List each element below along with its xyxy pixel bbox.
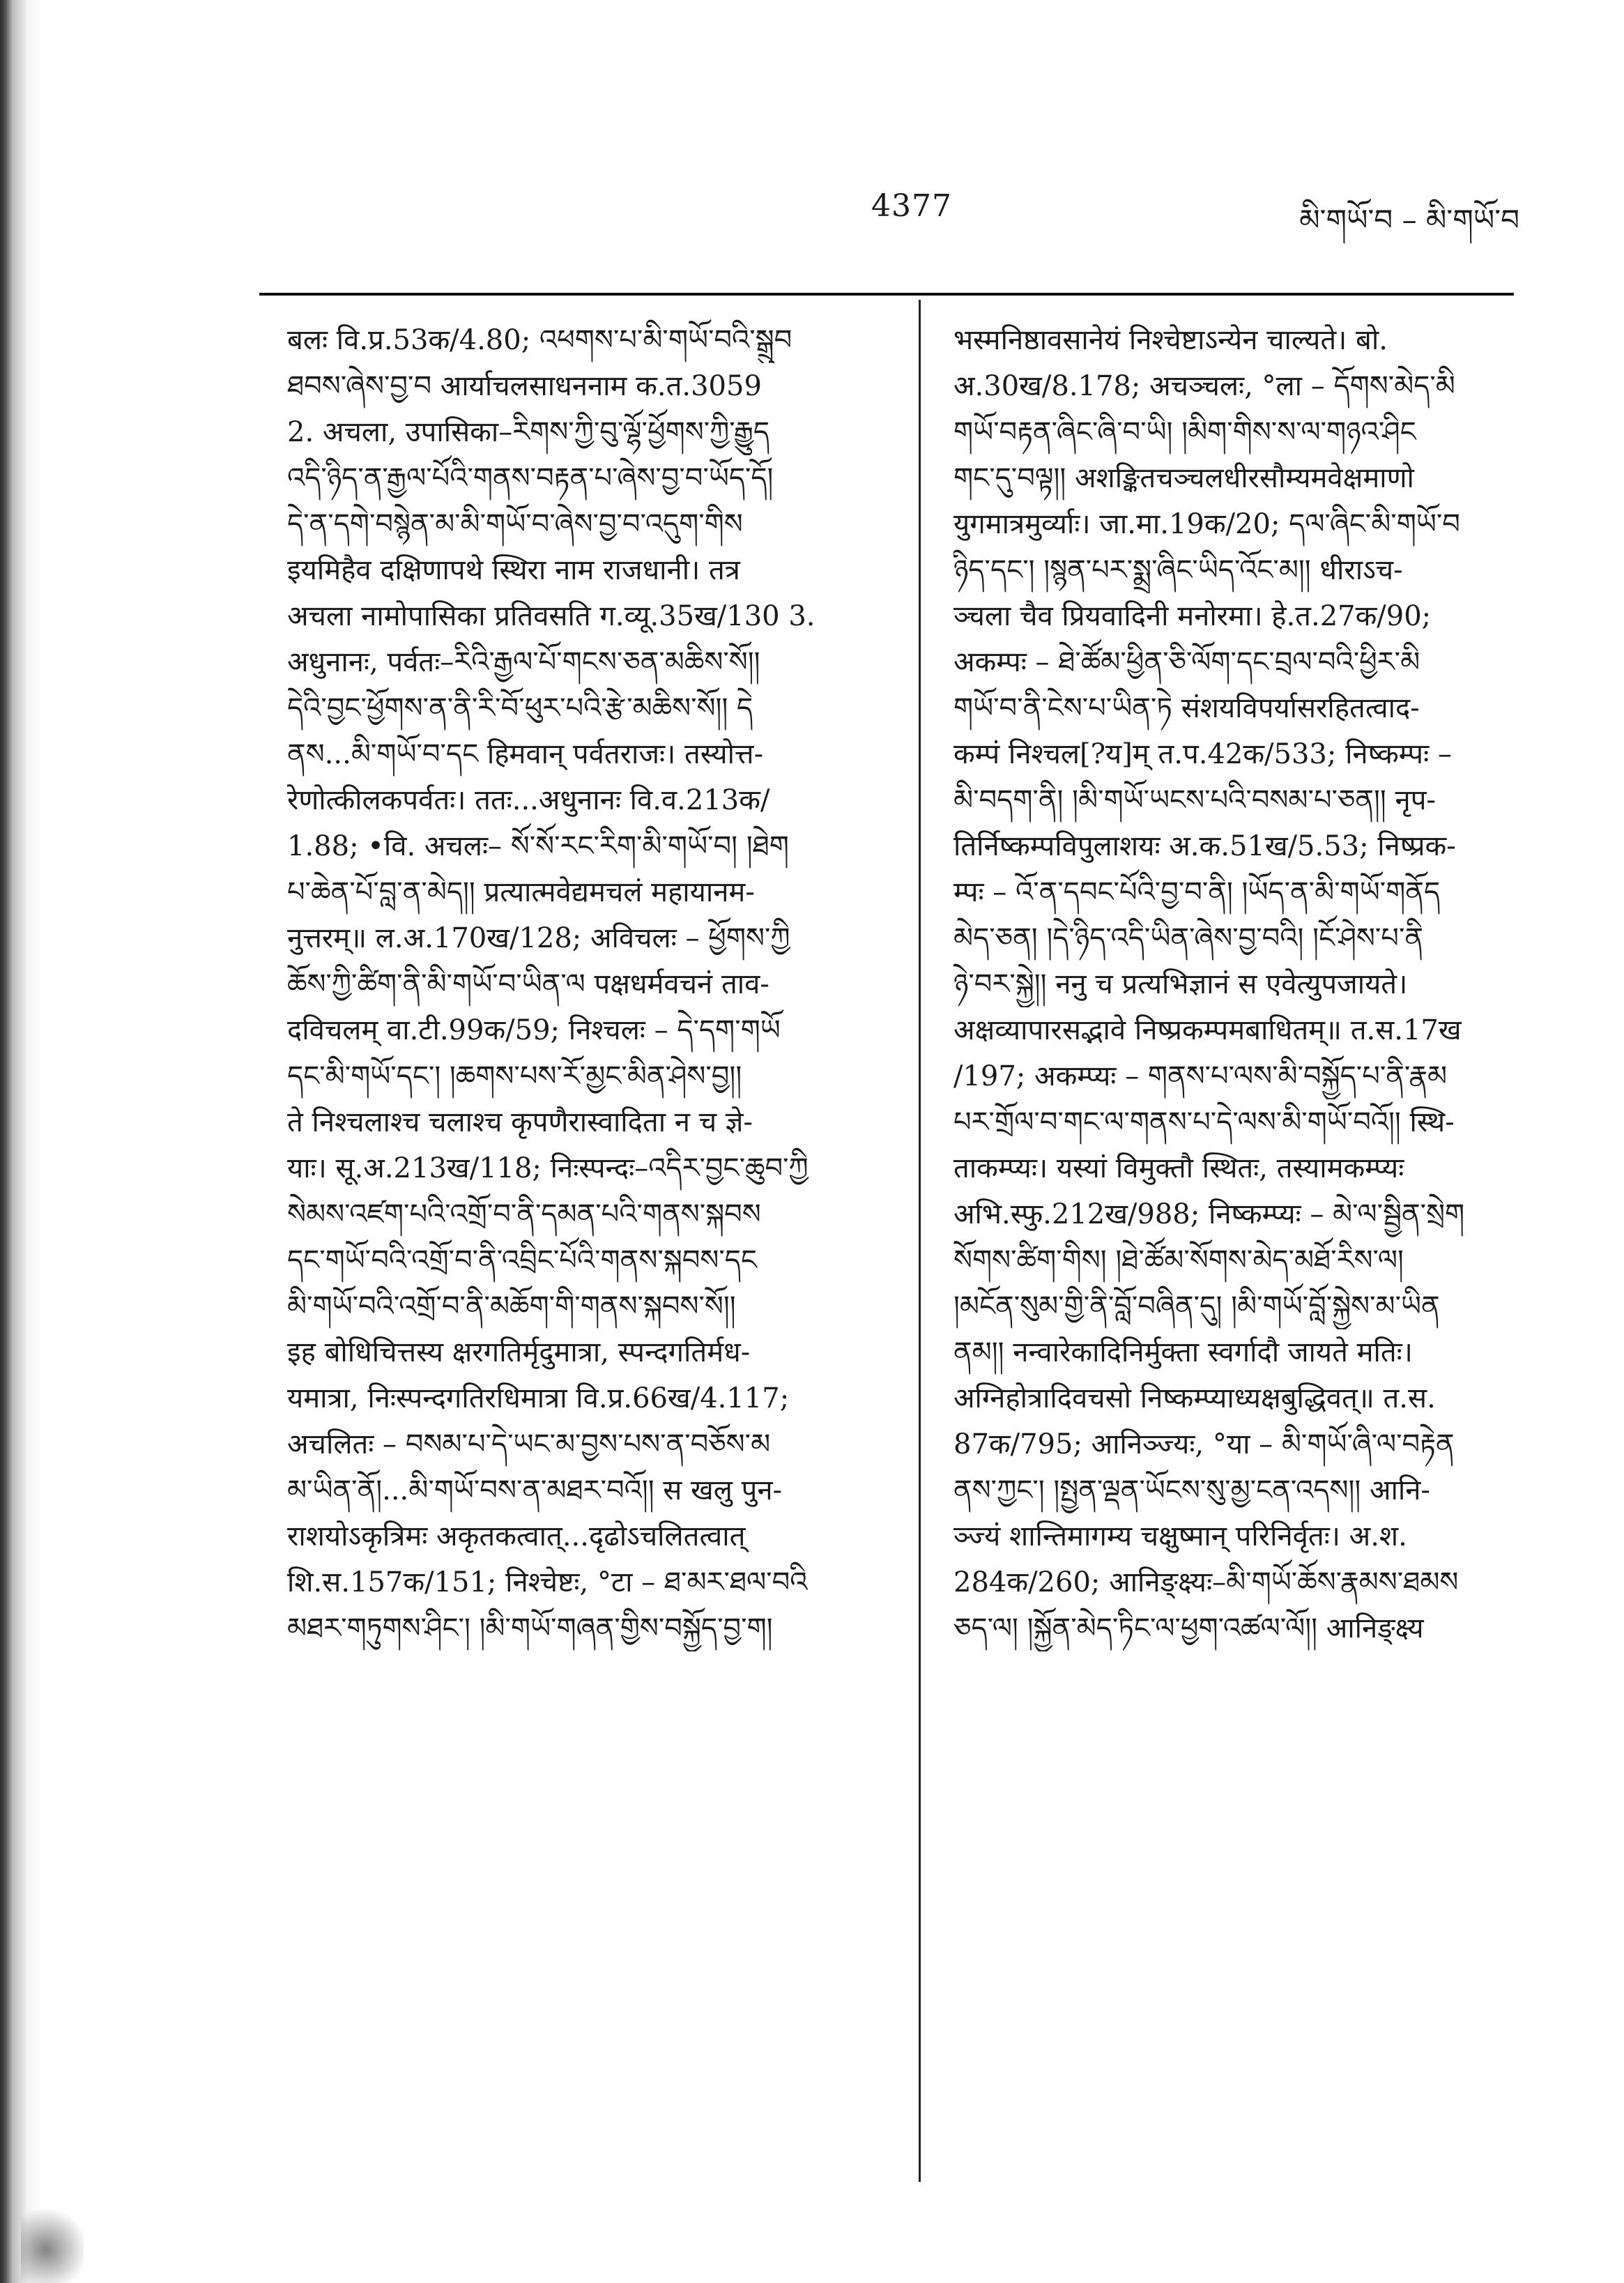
right-column: [953, 317, 1553, 1651]
column-divider: [919, 300, 921, 2182]
left-column-line: སེམས་འཛག་པའི་འགྲོ་བ་ནི་དམན་པའི་གནས་སྐབས: [287, 1198, 761, 1230]
left-column-line: མཐར་གཏུགས་ཤིང་། །མི་གཡོ་གཞན་གྱིས་བསྐྱོད་བྱ་ག།: [287, 1612, 773, 1644]
right-column-line: भस्मनिष्ठावसानेयं निश्चेष्टाऽन्येन चाल्यते। बो.: [953, 324, 1388, 356]
left-column-line: ཆོས་ཀྱི་ཚིག་ནི་མི་གཡོ་བ་ཡིན་ལ पक्षधर्मवचनं ताव-: [287, 968, 769, 1000]
left-column-line: 2. अचला, उपासिका–རིགས་ཀྱི་བུ་ལྷོ་ཕྱོགས་ཀྱི་རྒྱུད: [287, 416, 770, 448]
left-column-line: इयमिहैव दक्षिणापथे स्थिरा नाम राजधानी। तत्र: [287, 554, 740, 586]
left-column-line: अचलितः – བསམ་པ་དེ་ཡང་མ་བྱས་པས་ན་བཅོས་མ: [287, 1428, 771, 1460]
right-column-line: ཉིད་དང་། །སྙན་པར་སྨྲ་ཞིང་ཡིད་འོང་མ།། धीराऽच-: [953, 554, 1403, 586]
right-column-line: མེད་ཅན། །དེ་ཉིད་འདི་ཡིན་ཞེས་བྱ་བའི། །ངོ་ཤེས་པ་ནི: [953, 922, 1424, 954]
left-column-line: པ་ཆེན་པོ་བླ་ན་མེད།། प्रत्यात्मवेद्यमचलं महायानम-: [287, 876, 755, 908]
left-column-line: यमात्रा, निःस्पन्दगतिरधिमात्रा वि.प्र.66ख/4.117;: [287, 1382, 790, 1414]
left-column-line: དང་མི་གཡོ་དང་། །ཆགས་པས་རོ་མྱང་མིན་ཤེས་བྱ།།: [287, 1060, 742, 1092]
left-column-line: बलः वि.प्र.53क/4.80; འཕགས་པ་མི་གཡོ་བའི་སྒྲུབ: [287, 324, 792, 356]
right-column-line: གཡོ་བརྟན་ཞིང་ཞི་བ་ཡི། །མིག་གིས་ས་ལ་གཉའ་ཤིང: [953, 416, 1416, 448]
left-column-line: अचला नामोपासिका प्रतिवसति ग.व्यू.35ख/130 3.: [287, 600, 815, 632]
left-column-line: འདི་ཉིད་ན་རྒྱལ་པོའི་གནས་བརྟན་པ་ཞེས་བྱ་བ་ཡོད་དོ།: [287, 462, 774, 494]
left-column-line: राशयोऽकृत्रिमः अकृतकत्वात्...दृढोऽचलितत्वात्: [287, 1520, 746, 1552]
page-number: 4377: [871, 188, 952, 224]
left-column-line: མ་ཡིན་ནོ།...མི་གཡོ་བས་ན་མཐར་བའོ།། स खलु पुन-: [287, 1474, 783, 1506]
left-column-line: शि.स.157क/151; निश्चेष्टः, °टा – ཐ་མར་ཐལ་བའི: [287, 1566, 808, 1598]
right-column-line: युगमात्रमुर्व्याः। जा.मा.19क/20; དལ་ཞིང་མི་གཡོ་བ: [953, 508, 1460, 540]
right-column-line: སོགས་ཚིག་གིས། །ཐེ་ཚོམ་སོགས་མེད་མཐོ་རིས་ལ།: [953, 1244, 1404, 1276]
left-column-line: དེ་ན་དགེ་བསྙེན་མ་མི་གཡོ་བ་ཞེས་བྱ་བ་འདུག་གིས: [287, 508, 743, 540]
right-column-line: མི་བདག་ནི། །མི་གཡོ་ཡངས་པའི་བསམ་པ་ཅན།། नृप-: [953, 784, 1436, 816]
right-column-line: 284क/260; आनिङ्क्ष्यः–མི་གཡོ་ཆོས་རྣམས་ཐམས: [953, 1566, 1459, 1598]
left-column-line: མི་གཡོ་བའི་འགྲོ་བ་ནི་མཆོག་གི་གནས་སྐབས་སོ།།: [287, 1290, 736, 1322]
right-column-line: གང་དུ་བལྟ།། अशङ्कितचञ्चलधीरसौम्यमवेक्षमाणो: [953, 462, 1414, 494]
header-rule: [259, 293, 1514, 296]
right-column-line: ནས་ཀྱང་། །སྤྱན་ལྡན་ཡོངས་སུ་མྱ་ངན་འདས།། आनि-: [953, 1474, 1430, 1506]
right-column-line: ताकम्प्यः। यस्यां विमुक्तौ स्थितः, तस्यामकम्प्यः: [953, 1152, 1404, 1184]
right-column-line: अभि.स्फु.212ख/988; निष्कम्प्यः – མེ་ལ་སྦྱིན་སྲེག: [953, 1198, 1465, 1230]
left-column-line: ཐབས་ཞེས་བྱ་བ आर्याचलसाधननाम क.त.3059: [287, 370, 762, 402]
right-column-line: ञ्ज्यं शान्तिमागम्य चक्षुष्मान् परिनिर्वृतः। अ.श.: [953, 1520, 1407, 1552]
right-column-line: अग्निहोत्रादिवचसो निष्कम्प्याध्यक्षबुद्धिवत्॥ त.स.: [953, 1382, 1436, 1414]
left-column-line: अधुनानः, पर्वतः–རིའི་རྒྱལ་པོ་གངས་ཅན་མཆིས་སོ།།: [287, 646, 760, 678]
left-column-line: ते निश्चलाश्च चलाश्च कृपणैरास्वादिता न च ज्ञे-: [287, 1106, 753, 1138]
running-head: མི་གཡོ་བ – མི་གཡོ་བ: [1299, 203, 1519, 237]
binding-edge: [0, 0, 42, 2283]
left-column-line: ནས...མི་གཡོ་བ་དང हिमवान् पर्वतराजः। तस्योत्त-: [287, 738, 764, 770]
right-column-line: 87क/795; आनिञ्ज्यः, °या – མི་གཡོ་ཞི་ལ་བརྟེན: [953, 1428, 1455, 1460]
left-column-line: याः। सू.अ.213ख/118; निःस्पन्दः–འདིར་བྱང་ཆུབ་ཀྱི: [287, 1152, 809, 1184]
scan-speckle: [21, 2116, 84, 2283]
left-column-line: रेणोत्कीलकपर्वतः। ततः...अधुनानः वि.व.213क/: [287, 784, 770, 816]
right-column-line: གཡོ་བ་ནི་ངེས་པ་ཡིན་ཏེ संशयविपर्यासरहितत्वाद-: [953, 692, 1420, 724]
left-column-line: नुत्तरम्॥ ल.अ.170ख/128; अविचलः – ཕྱོགས་ཀྱི: [287, 922, 790, 954]
right-column-line: अकम्पः – ཐེ་ཚོམ་ཕྱིན་ཅི་ལོག་དང་བྲལ་བའི་ཕྱིར་མི: [953, 646, 1420, 678]
left-column-line: दविचलम् वा.टी.99क/59; निश्चलः – དེ་དག་གཡོ: [287, 1014, 781, 1046]
right-column-line: པར་གྲོལ་བ་གང་ལ་གནས་པ་དེ་ལས་མི་གཡོ་བའོ།། स्थि-: [953, 1106, 1455, 1138]
left-column-line: དང་གཡོ་བའི་འགྲོ་བ་ནི་འབྲིང་པོའི་གནས་སྐབས་དང: [287, 1244, 757, 1276]
right-column-line: म्पः – འོ་ན་དབང་པོའི་བྱ་བ་ནི། །ཡོད་ན་མི་གཡོ་གནོད: [953, 876, 1441, 908]
right-column-line: ञ्चला चैव प्रियवादिनी मनोरमा। हे.त.27क/90;: [953, 600, 1432, 632]
right-column-line: ཅད་ལ། །སྐྱོན་མེད་ཏིང་ལ་ཕྱག་འཚལ་ལོ།། आनिङ्क्ष्य: [953, 1612, 1424, 1644]
right-column-line: अक्षव्यापारसद्भावे निष्प्रकम्पमबाधितम्॥ त.स.17ख: [953, 1014, 1462, 1046]
left-column: [287, 317, 887, 1651]
right-column-line: ནམ།། नन्वारेकादिनिर्मुक्ता स्वर्गादौ जायते मतिः।: [953, 1336, 1413, 1368]
right-column-line: कम्पं निश्चल[?य]म् त.प.42क/533; निष्कम्पः –: [953, 738, 1452, 770]
right-column-line: ཉེ་བར་སྐྱེ།། ननु च प्रत्यभिज्ञानं स एवेत्युपजायते।: [953, 968, 1408, 1000]
right-column-line: अ.30ख/8.178; अचञ्चलः, °ला – དོགས་མེད་མི: [953, 370, 1455, 402]
right-column-line: /197; अकम्प्यः – གནས་པ་ལས་མི་བསྐྱོད་པ་ནི་རྣམ: [953, 1060, 1448, 1092]
right-column-line: །མངོན་སུམ་གྱི་ནི་བློ་བཞིན་དུ། །མི་གཡོ་བློ་སྐྱེས་མ་ཡིན: [953, 1290, 1440, 1322]
left-column-line: 1.88; •वि. अचलः– སོ་སོ་རང་རིག་མི་གཡོ་བ། །ཐེག: [287, 830, 789, 862]
left-column-line: དེའི་བྱང་ཕྱོགས་ན་ནི་རི་བོ་ཕུར་པའི་རྩེ་མཆིས་སོ།། དེ: [287, 692, 753, 724]
right-column-line: तिर्निष्कम्पविपुलाशयः अ.क.51ख/5.53; निष्प्रक-: [953, 830, 1456, 862]
left-column-line: इह बोधिचित्तस्य क्षरगतिर्मृदुमात्रा, स्पन्दगतिर्मध-: [287, 1336, 751, 1368]
